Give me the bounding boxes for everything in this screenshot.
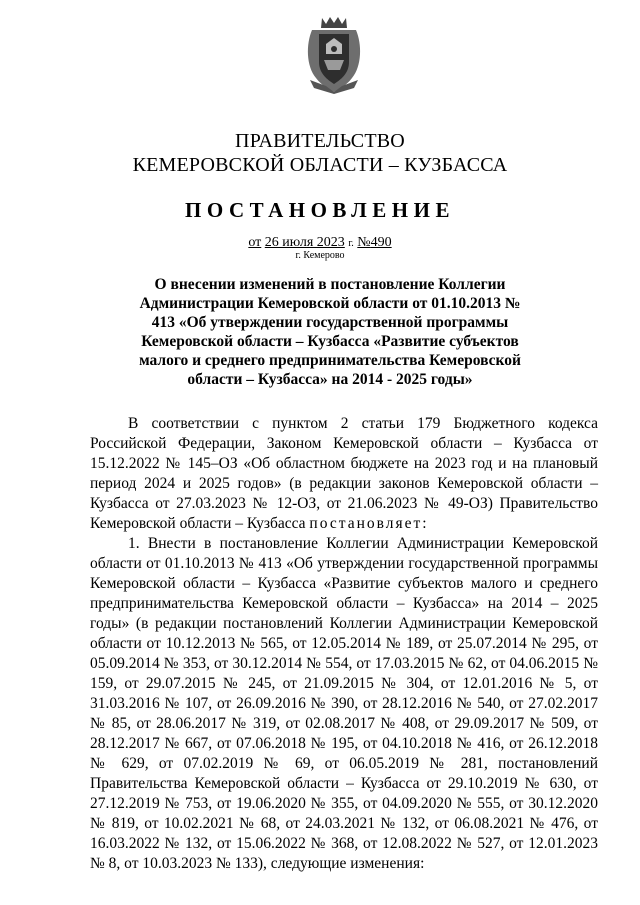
document-date: 26 июля 2023 bbox=[264, 235, 345, 250]
government-name-line2: КЕМЕРОВСКОЙ ОБЛАСТИ – КУЗБАССА bbox=[132, 154, 508, 176]
document-body bbox=[90, 414, 598, 874]
paragraph-item-1: 1. Внести в постановление Коллегии Администрации Кемеровской области от 01.10.2013 № 413 «Об утверждении государственной программы Кемеровской области – Кузбасса «Развитие субъектов малого и среднего предпринимательства Кемеровской области – Кузбасса» на 2014 – 2025 годы» (в редакции постановлений Коллегии Администрации Кемеровской области от 10.12.2013 № 565, от 12.05.2014 № 189, от 25.07.2014 № 295, от 05.09.2014 № 353, от 30.12.2014 № 554, от 17.03.2015 № 62, от 04.06.2015 № 159, от 29.07.2015 № 245, от 21.09.2015 № 304, от 12.01.2016 № 5, от 31.03.2016 № 107, от 26.09.2016 № 390, от 28.12.2016 № 540, от 27.02.2017 № 85, от 28.06.2017 № 319, от 02.08.2017 № 408, от 29.09.2017 № 509, от 28.12.2017 № 667, от 07.06.2018 № 195, от 04.10.2018 № 416, от 26.12.2018 № 629, от 07.02.2019 № 69, от 06.05.2019 № 281, постановлений Правительства Кемеровской области – Кузбасса от 29.10.2019 № 630, от 27.12.2019 № 753, от 19.06.2020 № 355, от 04.09.2020 № 555, от 30.12.2020 № 819, от 10.02.2021 № 68, от 24.03.2021 № 132, от 06.08.2021 № 476, от 16.03.2022 № 132, от 15.06.2022 № 368, от 12.08.2022 № 527, от 12.01.2023 № 8, от 10.03.2023 № 133), следующие изменения: bbox=[90, 535, 598, 872]
preamble-verb: постановляет: bbox=[309, 515, 429, 532]
date-prefix: от bbox=[248, 235, 262, 250]
coat-of-arms-icon bbox=[302, 14, 366, 94]
number-sign: № bbox=[357, 235, 371, 250]
city-label: г. Кемерово bbox=[295, 250, 345, 261]
paragraph-preamble bbox=[90, 414, 598, 534]
document-number: 490 bbox=[370, 235, 392, 250]
government-name-line1: ПРАВИТЕЛЬСТВО bbox=[235, 130, 405, 152]
date-number-line bbox=[0, 235, 640, 251]
preamble-text: В соответствии с пунктом 2 статьи 179 Бюджетного кодекса Российской Федерации, Законом Кемеровской области – Кузбасса от 15.12.2022 № 145–ОЗ «Об областном бюджете на 2023 год и на плановый период 2024 и 2025 годов» (в редакции законов Кемеровской области – Кузбасса от 27.03.2023 № 12-ОЗ, от 21.06.2023 № 49-ОЗ) Правительство Кемеровской области – Кузбасса bbox=[90, 415, 598, 532]
year-suffix: г. bbox=[348, 238, 354, 249]
document-title: ПОСТАНОВЛЕНИЕ bbox=[185, 198, 455, 222]
resolution-heading: О внесении изменений в постановление Коллегии Администрации Кемеровской области от 01.10.2013 № 413 «Об утверждении государственной программы Кемеровской области – Кузбасса «Развитие субъектов малого и среднего предпринимательства Кемеровской области – Кузбасса» на 2014 - 2025 годы» bbox=[139, 276, 521, 388]
